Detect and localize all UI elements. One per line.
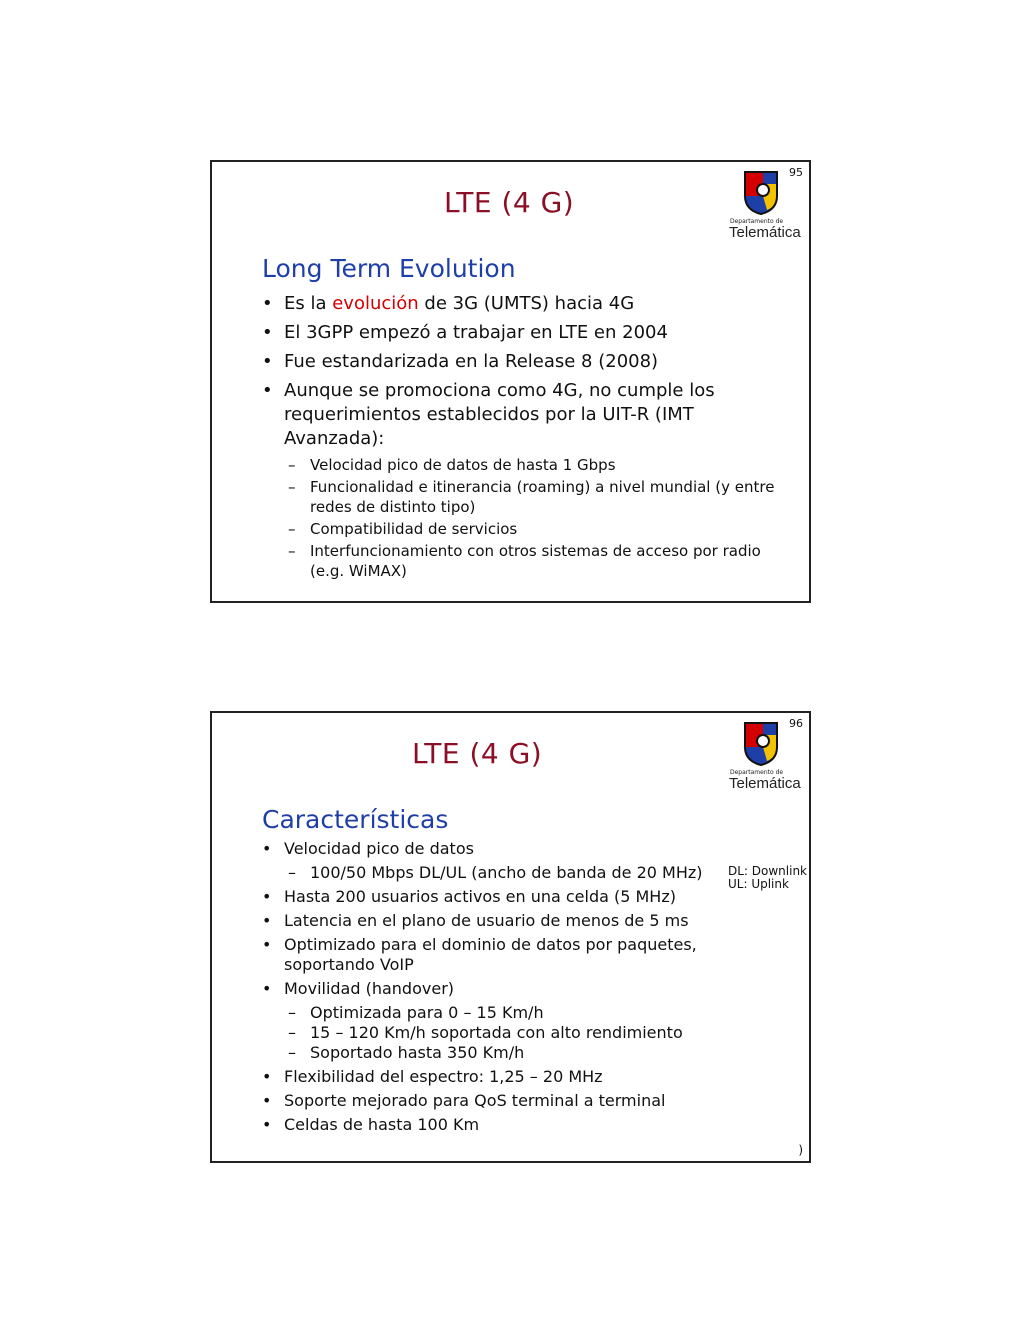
bullet-list xyxy=(260,292,790,586)
logo-name-text: Telemática xyxy=(729,224,801,241)
sub-bullet-list xyxy=(284,1003,790,1063)
telematica-logo xyxy=(721,721,805,791)
bullet-item: • Aunque se promociona como 4G, no cumple los requerimientos establecidos por la UIT-R (IMT Avanzada): – Velocidad pico de datos de hasta 1 Gbps – Funcionalidad e itinerancia (roaming) a nivel mundial (y entre redes de distinto tipo) – Compatibilidad de servicios – Interfuncionamiento con otros sistemas de acceso por radio (e.g. WiMAX) xyxy=(260,379,790,581)
shield-logo-icon xyxy=(743,170,779,216)
logo-dept-text: Departamento de xyxy=(730,218,784,225)
highlight-text: evolución xyxy=(332,293,419,314)
subheading: Características xyxy=(262,805,449,834)
sub-bullet-item: – Optimizada para 0 – 15 Km/h xyxy=(284,1003,790,1023)
bullet-item: • Hasta 200 usuarios activos en una celda (5 MHz) xyxy=(260,887,790,907)
slide-95 xyxy=(210,160,811,603)
corner-mark: ) xyxy=(798,1143,803,1157)
sub-bullet-list xyxy=(284,455,790,581)
sub-bullet-item: – Funcionalidad e itinerancia (roaming) a nivel mundial (y entre redes de distinto tipo) xyxy=(284,477,790,517)
slide-number: 96 xyxy=(789,717,803,730)
subheading: Long Term Evolution xyxy=(262,254,516,283)
logo-dept-text: Departamento de xyxy=(730,769,784,776)
sub-bullet-item: – Velocidad pico de datos de hasta 1 Gbps xyxy=(284,455,790,475)
bullet-item: • Velocidad pico de datos – 100/50 Mbps DL/UL (ancho de banda de 20 MHz) xyxy=(260,839,790,883)
sub-bullet-item: – 100/50 Mbps DL/UL (ancho de banda de 20 MHz) xyxy=(284,863,790,883)
sub-bullet-item: – Interfuncionamiento con otros sistemas de acceso por radio (e.g. WiMAX) xyxy=(284,541,790,581)
abbreviation-note: DL: Downlink UL: Uplink xyxy=(728,864,808,891)
telematica-logo xyxy=(721,170,805,240)
bullet-item: • Optimizado para el dominio de datos por paquetes, soportando VoIP xyxy=(260,935,790,975)
shield-logo-icon xyxy=(743,721,779,767)
bullet-item: • Movilidad (handover) – Optimizada para 0 – 15 Km/h – 15 – 120 Km/h soportada con alto rendimiento – Soportado hasta 350 Km/h xyxy=(260,979,790,1063)
bullet-item: • Soporte mejorado para QoS terminal a terminal xyxy=(260,1091,790,1111)
slide-number: 95 xyxy=(789,166,803,179)
bullet-item: • Latencia en el plano de usuario de menos de 5 ms xyxy=(260,911,790,931)
slide-96 xyxy=(210,711,811,1163)
slide-title: LTE (4 G) xyxy=(412,737,543,770)
bullet-item: • Fue estandarizada en la Release 8 (2008) xyxy=(260,350,790,374)
bullet-item: • Flexibilidad del espectro: 1,25 – 20 MHz xyxy=(260,1067,790,1087)
sub-bullet-item: – Compatibilidad de servicios xyxy=(284,519,790,539)
slide-title: LTE (4 G) xyxy=(444,186,575,219)
bullet-item: • El 3GPP empezó a trabajar en LTE en 2004 xyxy=(260,321,790,345)
bullet-item: • Es la evolución de 3G (UMTS) hacia 4G xyxy=(260,292,790,316)
bullet-list xyxy=(260,839,790,1139)
bullet-item: • Celdas de hasta 100 Km xyxy=(260,1115,790,1135)
logo-name-text: Telemática xyxy=(729,775,801,792)
sub-bullet-item: – Soportado hasta 350 Km/h xyxy=(284,1043,790,1063)
sub-bullet-item: – 15 – 120 Km/h soportada con alto rendimiento xyxy=(284,1023,790,1043)
sub-bullet-list xyxy=(284,863,790,883)
